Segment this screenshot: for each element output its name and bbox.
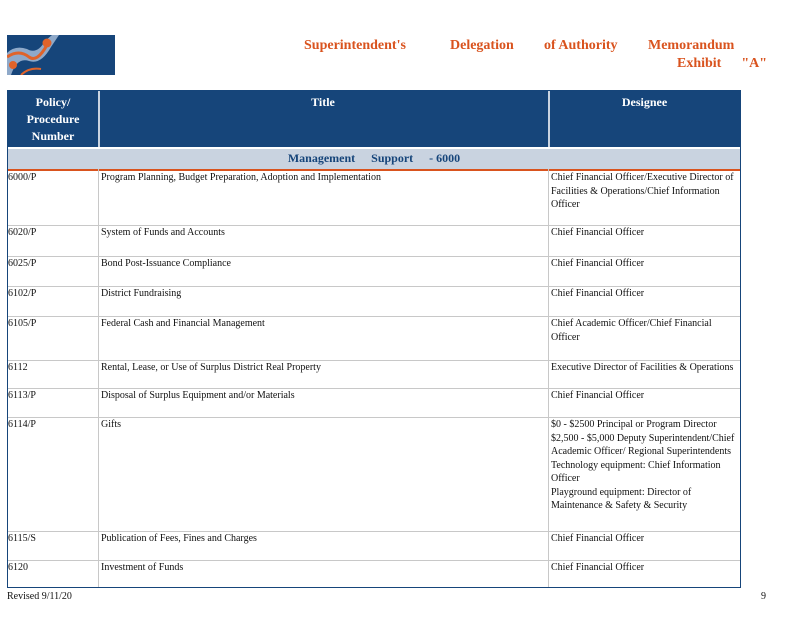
policy-title: Publication of Fees, Fines and Charges — [101, 533, 257, 544]
policy-number: 6102/P — [8, 288, 37, 299]
policy-title: Federal Cash and Financial Management — [101, 318, 265, 329]
column-header-designee: Designee — [621, 95, 668, 109]
policy-designee: Chief Financial Officer — [551, 258, 645, 269]
policy-title: Bond Post-Issuance Compliance — [101, 258, 231, 269]
policy-title: Rental, Lease, or Use of Surplus District Real Property — [101, 362, 321, 373]
title-word-4: Memorandum — [648, 38, 735, 53]
policy-number: 6120 — [8, 562, 28, 573]
policy-designee: Chief Financial Officer — [551, 562, 645, 573]
policy-number: 6000/P — [8, 172, 37, 183]
column-header-policy: Policy/ Procedure Number — [26, 95, 80, 143]
subtitle-word-1: Exhibit — [676, 56, 722, 71]
table-row — [8, 287, 740, 317]
policy-number: 6020/P — [8, 227, 37, 238]
policy-designee: $0 - $2500 Principal or Program Director $2,500 - $5,000 Deputy Superintendent/Chief Academic Officer/ Regional Superintendents Technology equipment: Chief Information Officer Playground equipment: Director of Maintenance & Safety & Security — [551, 419, 735, 511]
table-row — [8, 317, 740, 361]
policy-designee: Executive Director of Facilities & Operations — [551, 362, 734, 373]
policy-number: 6105/P — [8, 318, 37, 329]
title-word-1: Superintendent's — [304, 38, 406, 53]
revised-date: Revised 9/11/20 — [7, 591, 72, 602]
table-row — [8, 171, 740, 226]
table-row — [8, 257, 740, 287]
title-word-2: Delegation — [450, 38, 514, 53]
policy-title: Disposal of Surplus Equipment and/or Materials — [101, 390, 295, 401]
table-row — [8, 389, 740, 418]
section-code: - 6000 — [429, 151, 461, 165]
policy-title: Program Planning, Budget Preparation, Adoption and Implementation — [101, 172, 381, 183]
policy-title: Investment of Funds — [101, 562, 184, 573]
subtitle-word-2: "A" — [741, 56, 767, 71]
section-name-2: Support — [371, 151, 414, 165]
policy-designee: Chief Financial Officer — [551, 288, 645, 299]
table-row — [8, 561, 740, 588]
policy-title: Gifts — [101, 419, 121, 430]
policy-designee: Chief Financial Officer — [551, 390, 645, 401]
policy-designee: Chief Financial Officer — [551, 227, 645, 238]
table-row — [8, 418, 740, 532]
policy-designee: Chief Financial Officer — [551, 533, 645, 544]
policy-designee: Chief Academic Officer/Chief Financial Officer — [551, 318, 712, 343]
policy-title: System of Funds and Accounts — [101, 227, 225, 238]
policy-number: 6115/S — [8, 533, 36, 544]
policy-number: 6025/P — [8, 258, 37, 269]
column-header-title: Title — [311, 95, 335, 109]
table-header — [8, 91, 740, 147]
policy-title: District Fundraising — [101, 288, 182, 299]
page-number: 9 — [761, 591, 766, 602]
table-row — [8, 361, 740, 389]
policy-designee: Chief Financial Officer/Executive Director of Facilities & Operations/Chief Information Officer — [551, 172, 734, 210]
delegation-table — [7, 90, 741, 588]
policy-number: 6112 — [8, 362, 28, 373]
memo-subtitle — [677, 55, 767, 72]
title-word-3: of Authority — [544, 38, 618, 53]
policy-number: 6113/P — [8, 390, 36, 401]
memo-title — [300, 37, 770, 71]
table-row — [8, 226, 740, 257]
logo-graphic — [7, 35, 115, 75]
section-name: Management — [287, 151, 356, 165]
section-header — [8, 149, 740, 171]
policy-number: 6114/P — [8, 419, 36, 430]
table-row — [8, 532, 740, 561]
district-logo — [7, 35, 115, 75]
